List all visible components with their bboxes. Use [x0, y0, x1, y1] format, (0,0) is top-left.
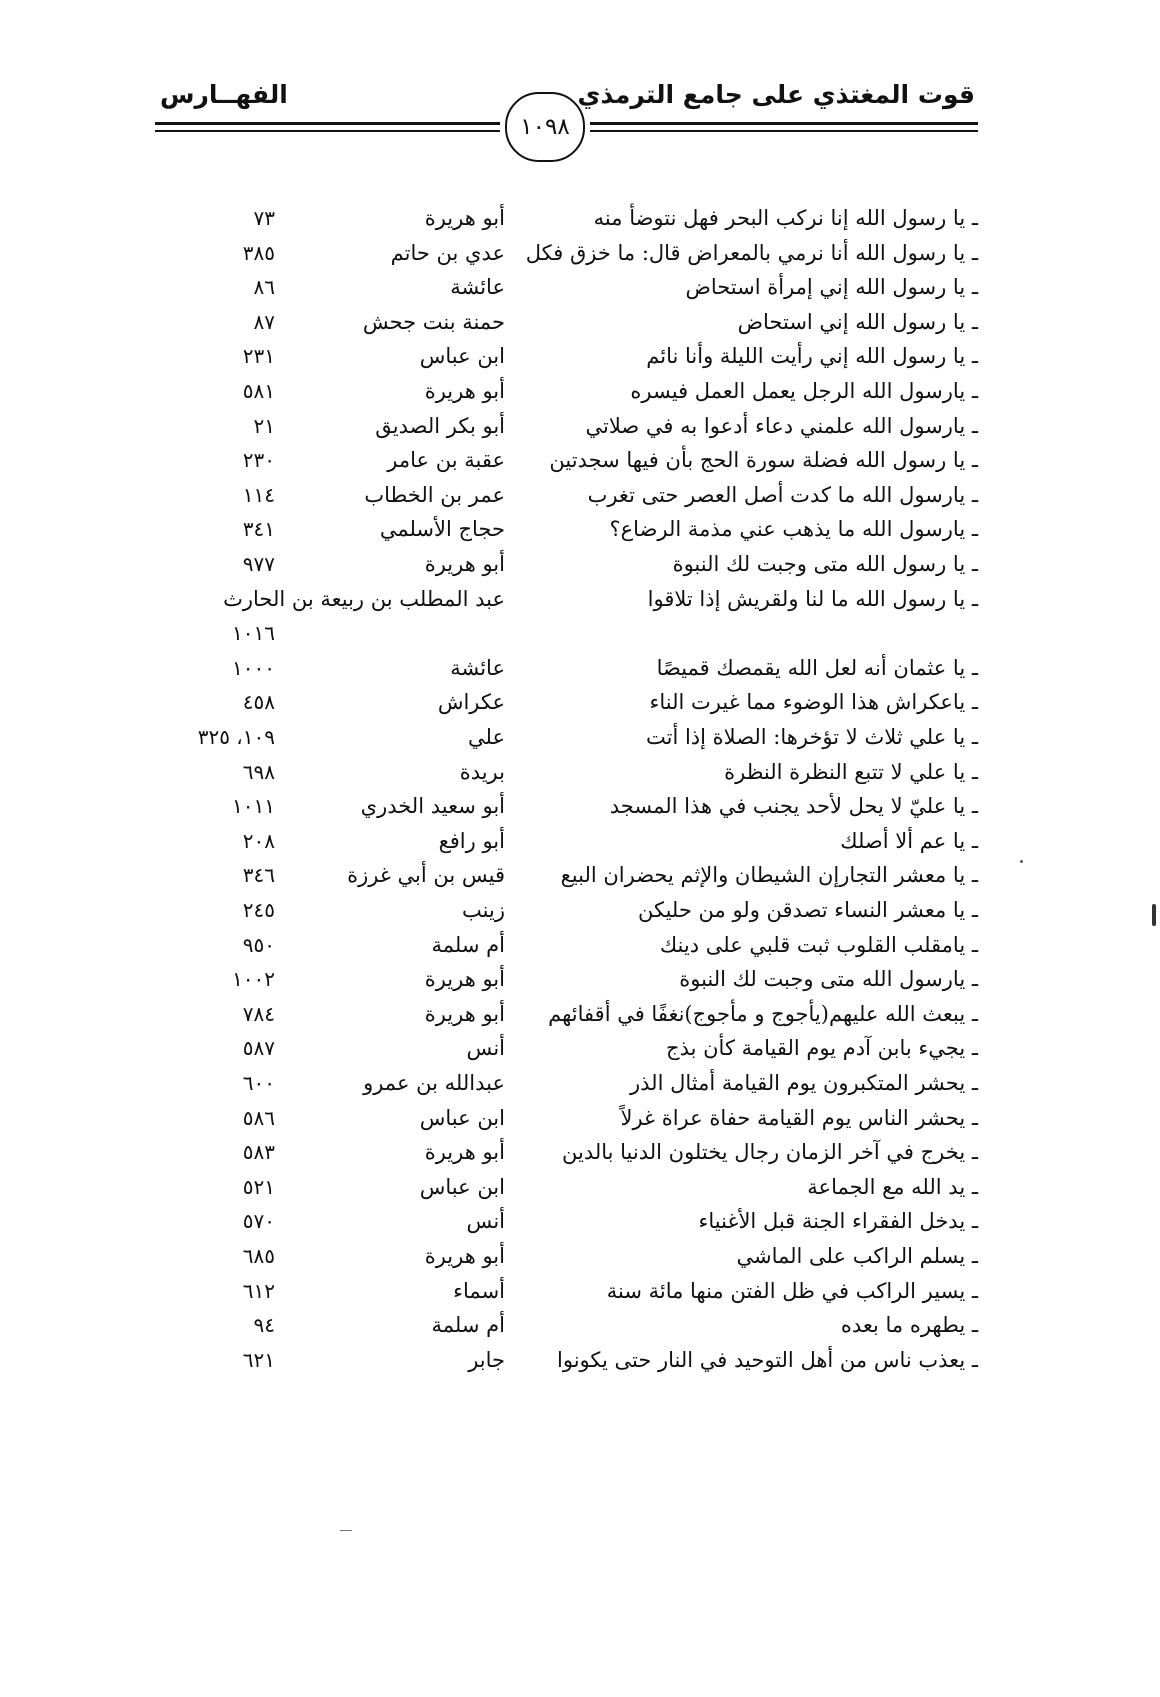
page-reference: ٩٥٠ [242, 932, 275, 957]
index-row [0, 200, 1160, 236]
page-reference: ٩٧٧ [242, 552, 275, 576]
page-reference: ٦١٢ [242, 1278, 275, 1303]
hadith-text: ـ يدخل الفقراء الجنة قبل الأغنياء [698, 1209, 978, 1234]
hadith-text: ـ يعذب ناس من أهل التوحيد في النار حتى يكونوا [557, 1347, 978, 1372]
page-reference: ٢٤٥ [242, 898, 275, 922]
narrator-name: عدي بن حاتم [390, 240, 505, 265]
narrator-name: عبد المطلب بن ربيعة بن الحارث [223, 586, 505, 611]
page-reference: ٢٠٨ [242, 828, 275, 853]
index-row [0, 477, 1160, 513]
narrator-name: ابن عباس [419, 344, 505, 369]
page-reference: ٢١ [253, 413, 275, 438]
hadith-text: ـ يا علي ثلاث لا تؤخرها: الصلاة إذا أتت [645, 725, 978, 749]
index-row [0, 546, 1160, 582]
narrator-name: عائشة [450, 655, 505, 680]
index-row [0, 338, 1160, 374]
index-row [0, 442, 1160, 478]
narrator-name: أم سلمة [431, 932, 505, 957]
hadith-text: ـ يبعث الله عليهم(يأجوج و مأجوج)نغفًا في أقفائهم [548, 1001, 978, 1026]
page-reference: ٢٣٠ [242, 448, 275, 473]
page-reference: ٧٨٤ [242, 1001, 275, 1026]
hadith-text: ـ يطهره ما بعده [840, 1313, 978, 1338]
hadith-text: ـ يا رسول الله أنا نرمي بالمعراض قال: ما خزق فكل [525, 240, 978, 265]
page-reference: ٩٤ [253, 1313, 275, 1338]
hadith-text: ـ يا عليّ لا يحل لأحد يجنب في هذا المسجد [609, 794, 978, 819]
narrator-name: بريدة [459, 759, 505, 784]
page-reference: ٥٨٣ [242, 1140, 275, 1165]
section-title: الفهــارس [160, 80, 288, 109]
header-rule-left-top [155, 122, 500, 125]
index-row [0, 788, 1160, 824]
index-row [0, 1100, 1160, 1136]
hadith-text: ـ يارسول الله الرجل يعمل العمل فيسره [630, 379, 978, 403]
narrator-name: أسماء [453, 1278, 505, 1303]
page-reference: ٦٠٠ [242, 1071, 275, 1095]
index-row [0, 927, 1160, 963]
page-reference: ٣٨٥ [242, 240, 275, 265]
index-row [0, 1203, 1160, 1239]
page-reference: ٥٧٠ [242, 1209, 275, 1234]
page-number: ١٠٩٨ [520, 114, 570, 140]
narrator-name: جابر [468, 1347, 505, 1372]
page-reference: ١٠٠٢ [232, 967, 275, 992]
narrator-name: علي [468, 725, 505, 749]
index-row [0, 650, 1160, 686]
narrator-name: أنس [466, 1209, 505, 1234]
page-reference: ١٠٠٠ [232, 655, 275, 680]
index-row [0, 996, 1160, 1032]
index-row [0, 1065, 1160, 1101]
page-reference: ٥٨١ [242, 379, 275, 403]
page-reference: ١٠١١ [232, 794, 275, 819]
hadith-text: ـ يا رسول الله إني رأيت الليلة وأنا نائم [646, 344, 978, 369]
index-row [0, 892, 1160, 928]
narrator-name: أبو بكر الصديق [375, 413, 505, 438]
page-reference: ٥٨٧ [242, 1036, 275, 1061]
narrator-name: حمنة بنت جحش [362, 309, 505, 334]
narrator-name: أبو رافع [438, 828, 505, 853]
index-row [0, 304, 1160, 340]
narrator-name: عكراش [437, 690, 505, 715]
hadith-text: ـ ياعكراش هذا الوضوء مما غيرت الناء [649, 690, 978, 715]
hadith-text: ـ يا رسول الله ما لنا ولقريش إذا تلاقوا [647, 586, 978, 611]
page-reference: ٦٩٨ [242, 759, 275, 784]
page-reference: ١١٤ [242, 482, 275, 507]
index-row [0, 823, 1160, 859]
narrator-name: أبو هريرة [424, 552, 505, 576]
index-row [0, 1342, 1160, 1378]
index-row [0, 373, 1160, 409]
narrator-name: أبو هريرة [424, 1140, 505, 1165]
hadith-text: ـ يسلم الراكب على الماشي [736, 1244, 978, 1268]
page-reference: ٣٤٦ [242, 863, 275, 888]
index-row [0, 511, 1160, 547]
narrator-name: أبو هريرة [424, 1001, 505, 1026]
index-row [0, 719, 1160, 755]
narrator-name: أبو هريرة [424, 379, 505, 403]
hadith-text: ـ يارسول الله ما كدت أصل العصر حتى تغرب [587, 482, 978, 507]
page-reference: ٥٨٦ [242, 1105, 275, 1130]
index-row [0, 408, 1160, 444]
narrator-name: عمر بن الخطاب [364, 482, 505, 507]
hadith-text: ـ يا معشر النساء تصدقن ولو من حليكن [638, 898, 978, 922]
page-reference: ٢٣١ [242, 344, 275, 369]
index-row [0, 1134, 1160, 1170]
narrator-name: حجاج الأسلمي [379, 517, 505, 542]
page-number-badge [505, 92, 585, 162]
index-row [0, 684, 1160, 720]
narrator-name: عقبة بن عامر [387, 448, 505, 473]
index-row [0, 1169, 1160, 1205]
narrator-name: أم سلمة [431, 1313, 505, 1338]
hadith-text: ـ يسير الراكب في ظل الفتن منها مائة سنة [606, 1278, 978, 1303]
narrator-name: أبو سعيد الخدري [360, 794, 505, 819]
page-reference: ٣٤١ [242, 517, 275, 542]
narrator-name: ابن عباس [419, 1174, 505, 1199]
index-row [0, 857, 1160, 893]
scan-edge-mark [1152, 904, 1156, 926]
hadith-text: ـ يا رسول الله إنا نركب البحر فهل نتوضأ منه [593, 206, 978, 230]
hadith-text: ـ يا رسول الله فضلة سورة الحج بأن فيها سجدتين [549, 448, 978, 473]
hadith-text: ـ يارسول الله متى وجبت لك النبوة [679, 967, 978, 992]
hadith-text: ـ يخرج في آخر الزمان رجال يختلون الدنيا بالدين [561, 1140, 978, 1165]
index-row [0, 1307, 1160, 1343]
hadith-text: ـ يا عم ألا أصلك [840, 828, 978, 853]
scan-speck [1020, 860, 1023, 863]
page-reference: ٥٢١ [242, 1174, 275, 1199]
index-row [0, 1273, 1160, 1309]
hadith-text: ـ يحشر المتكبرون يوم القيامة أمثال الذر [630, 1071, 978, 1095]
narrator-name: عائشة [450, 275, 505, 300]
hadith-text: ـ يا علي لا تتبع النظرة النظرة [724, 759, 978, 784]
narrator-name: زينب [462, 898, 505, 922]
hadith-text: ـ يارسول الله علمني دعاء أدعوا به في صلاتي [585, 413, 978, 438]
page-reference: ٨٦ [253, 275, 275, 300]
index-row [0, 1030, 1160, 1066]
page-reference: ٤٥٨ [242, 690, 275, 715]
page-reference: ٧٣ [253, 206, 275, 230]
narrator-name: أبو هريرة [424, 206, 505, 230]
page-reference: ١٠١٦ [232, 621, 275, 646]
header-rule-right-bottom [590, 130, 978, 132]
index-row [0, 581, 1160, 617]
hadith-text: ـ يا رسول الله إني إمرأة استحاض [685, 275, 978, 300]
header-rule-right-top [590, 122, 978, 125]
hadith-text: ـ يا رسول الله متى وجبت لك النبوة [672, 552, 978, 576]
narrator-name: عبدالله بن عمرو [363, 1071, 505, 1095]
narrator-name: أنس [466, 1036, 505, 1061]
book-title: قوت المغتذي على جامع الترمذي [577, 80, 975, 109]
hadith-text: ـ يارسول الله ما يذهب عني مذمة الرضاع؟ [609, 517, 978, 542]
page-reference: ٨٧ [253, 309, 275, 334]
hadith-text: ـ يد الله مع الجماعة [807, 1174, 978, 1199]
page-reference: ١٠٩، ٣٢٥ [197, 725, 275, 749]
narrator-name: أبو هريرة [424, 967, 505, 992]
scan-line-fragment [340, 1530, 352, 1531]
hadith-text: ـ يا معشر التجارإن الشيطان والإثم يحضران البيع [560, 863, 978, 888]
hadith-text: ـ يحشر الناس يوم القيامة حفاة عراة غرلاً [620, 1105, 978, 1130]
index-row [0, 754, 1160, 790]
index-row [0, 269, 1160, 305]
narrator-name: قيس بن أبي غرزة [347, 863, 505, 888]
index-row [0, 615, 1160, 651]
page-reference: ٦٢١ [242, 1347, 275, 1372]
index-row [0, 235, 1160, 271]
narrator-name: ابن عباس [419, 1105, 505, 1130]
hadith-text: ـ يامقلب القلوب ثبت قلبي على دينك [659, 932, 978, 957]
hadith-text: ـ يا عثمان أنه لعل الله يقمصك قميصًا [656, 655, 978, 680]
hadith-text: ـ يا رسول الله إني استحاض [737, 309, 978, 334]
index-row [0, 1238, 1160, 1274]
header-rule-left-bottom [155, 130, 500, 132]
page-reference: ٦٨٥ [242, 1244, 275, 1268]
index-row [0, 961, 1160, 997]
narrator-name: أبو هريرة [424, 1244, 505, 1268]
hadith-text: ـ يجيء بابن آدم يوم القيامة كأن بذج [666, 1036, 978, 1061]
